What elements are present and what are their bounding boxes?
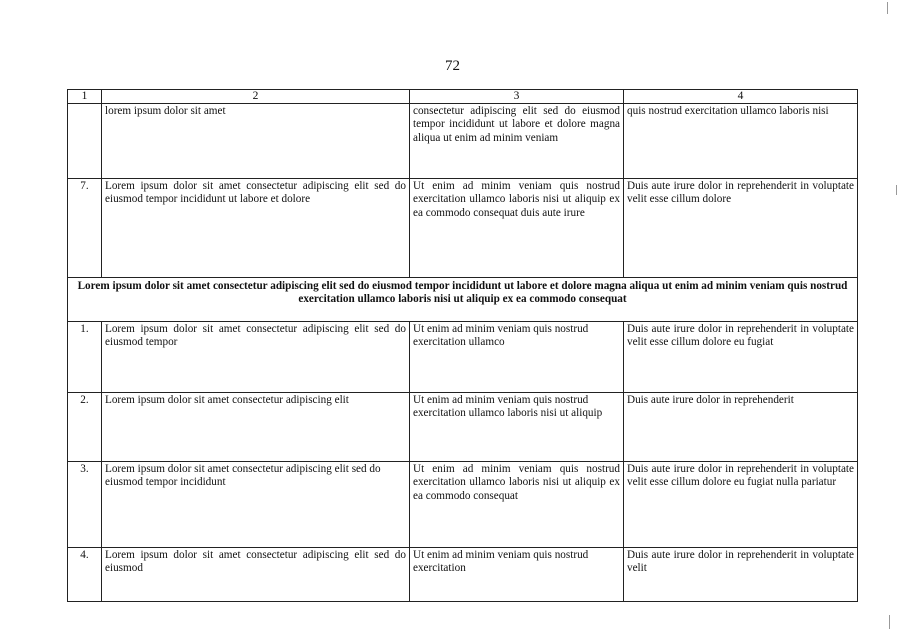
row-number: 1. [68, 322, 102, 393]
indicator-name: Lorem ipsum dolor sit amet consectetur adipiscing elit [102, 393, 410, 462]
data-source: quis nostrud exercitation ullamco laboris nisi [624, 104, 858, 179]
data-source: Duis aute irure dolor in reprehenderit in voluptate velit [624, 548, 858, 602]
calculation-method: Ut enim ad minim veniam quis nostrud exercitation ullamco laboris nisi ut aliquip ex ea commodo consequat duis aute irure [410, 179, 624, 278]
column-number: 1 [68, 90, 102, 104]
data-source: Duis aute irure dolor in reprehenderit in voluptate velit esse cillum dolore eu fugiat nulla pariatur [624, 462, 858, 548]
row-number: 4. [68, 548, 102, 602]
subprogram-heading: Lorem ipsum dolor sit amet consectetur adipiscing elit sed do eiusmod tempor incididunt ut labore et dolore magna aliqua ut enim ad minim veniam quis nostrud exercitation ullamco laboris nisi ut aliquip ex ea commodo consequat [68, 278, 858, 322]
calculation-method: Ut enim ad minim veniam quis nostrud exercitation ullamco laboris nisi ut aliquip [410, 393, 624, 462]
scan-edge-mark [889, 615, 890, 629]
scan-edge-mark [896, 185, 897, 195]
row-number: 7. [68, 179, 102, 278]
table-row [68, 393, 858, 462]
subprogram-heading-row [68, 278, 858, 322]
indicator-name: Lorem ipsum dolor sit amet consectetur adipiscing elit sed do eiusmod tempor incididunt [102, 462, 410, 548]
column-number: 3 [410, 90, 624, 104]
table-row [68, 179, 858, 278]
indicator-table [67, 89, 858, 602]
calculation-method: consectetur adipiscing elit sed do eiusmod tempor incididunt ut labore et dolore magna aliqua ut enim ad minim veniam [410, 104, 624, 179]
row-number: 3. [68, 462, 102, 548]
column-number-row [68, 90, 858, 104]
row-number [68, 104, 102, 179]
column-number: 4 [624, 90, 858, 104]
page-number: 72 [445, 58, 460, 74]
data-source: Duis aute irure dolor in reprehenderit in voluptate velit esse cillum dolore eu fugiat [624, 322, 858, 393]
indicator-name: Lorem ipsum dolor sit amet consectetur adipiscing elit sed do eiusmod tempor [102, 322, 410, 393]
indicator-name: lorem ipsum dolor sit amet [102, 104, 410, 179]
indicator-name: Lorem ipsum dolor sit amet consectetur adipiscing elit sed do eiusmod [102, 548, 410, 602]
table-row [68, 104, 858, 179]
data-source: Duis aute irure dolor in reprehenderit [624, 393, 858, 462]
table-row [68, 462, 858, 548]
column-number: 2 [102, 90, 410, 104]
calculation-method: Ut enim ad minim veniam quis nostrud exercitation [410, 548, 624, 602]
calculation-method: Ut enim ad minim veniam quis nostrud exercitation ullamco [410, 322, 624, 393]
scan-edge-mark [887, 2, 888, 14]
table-row [68, 322, 858, 393]
calculation-method: Ut enim ad minim veniam quis nostrud exercitation ullamco laboris nisi ut aliquip ex ea commodo consequat [410, 462, 624, 548]
indicator-name: Lorem ipsum dolor sit amet consectetur adipiscing elit sed do eiusmod tempor incididunt ut labore et dolore [102, 179, 410, 278]
row-number: 2. [68, 393, 102, 462]
data-source: Duis aute irure dolor in reprehenderit in voluptate velit esse cillum dolore [624, 179, 858, 278]
table-row [68, 548, 858, 602]
